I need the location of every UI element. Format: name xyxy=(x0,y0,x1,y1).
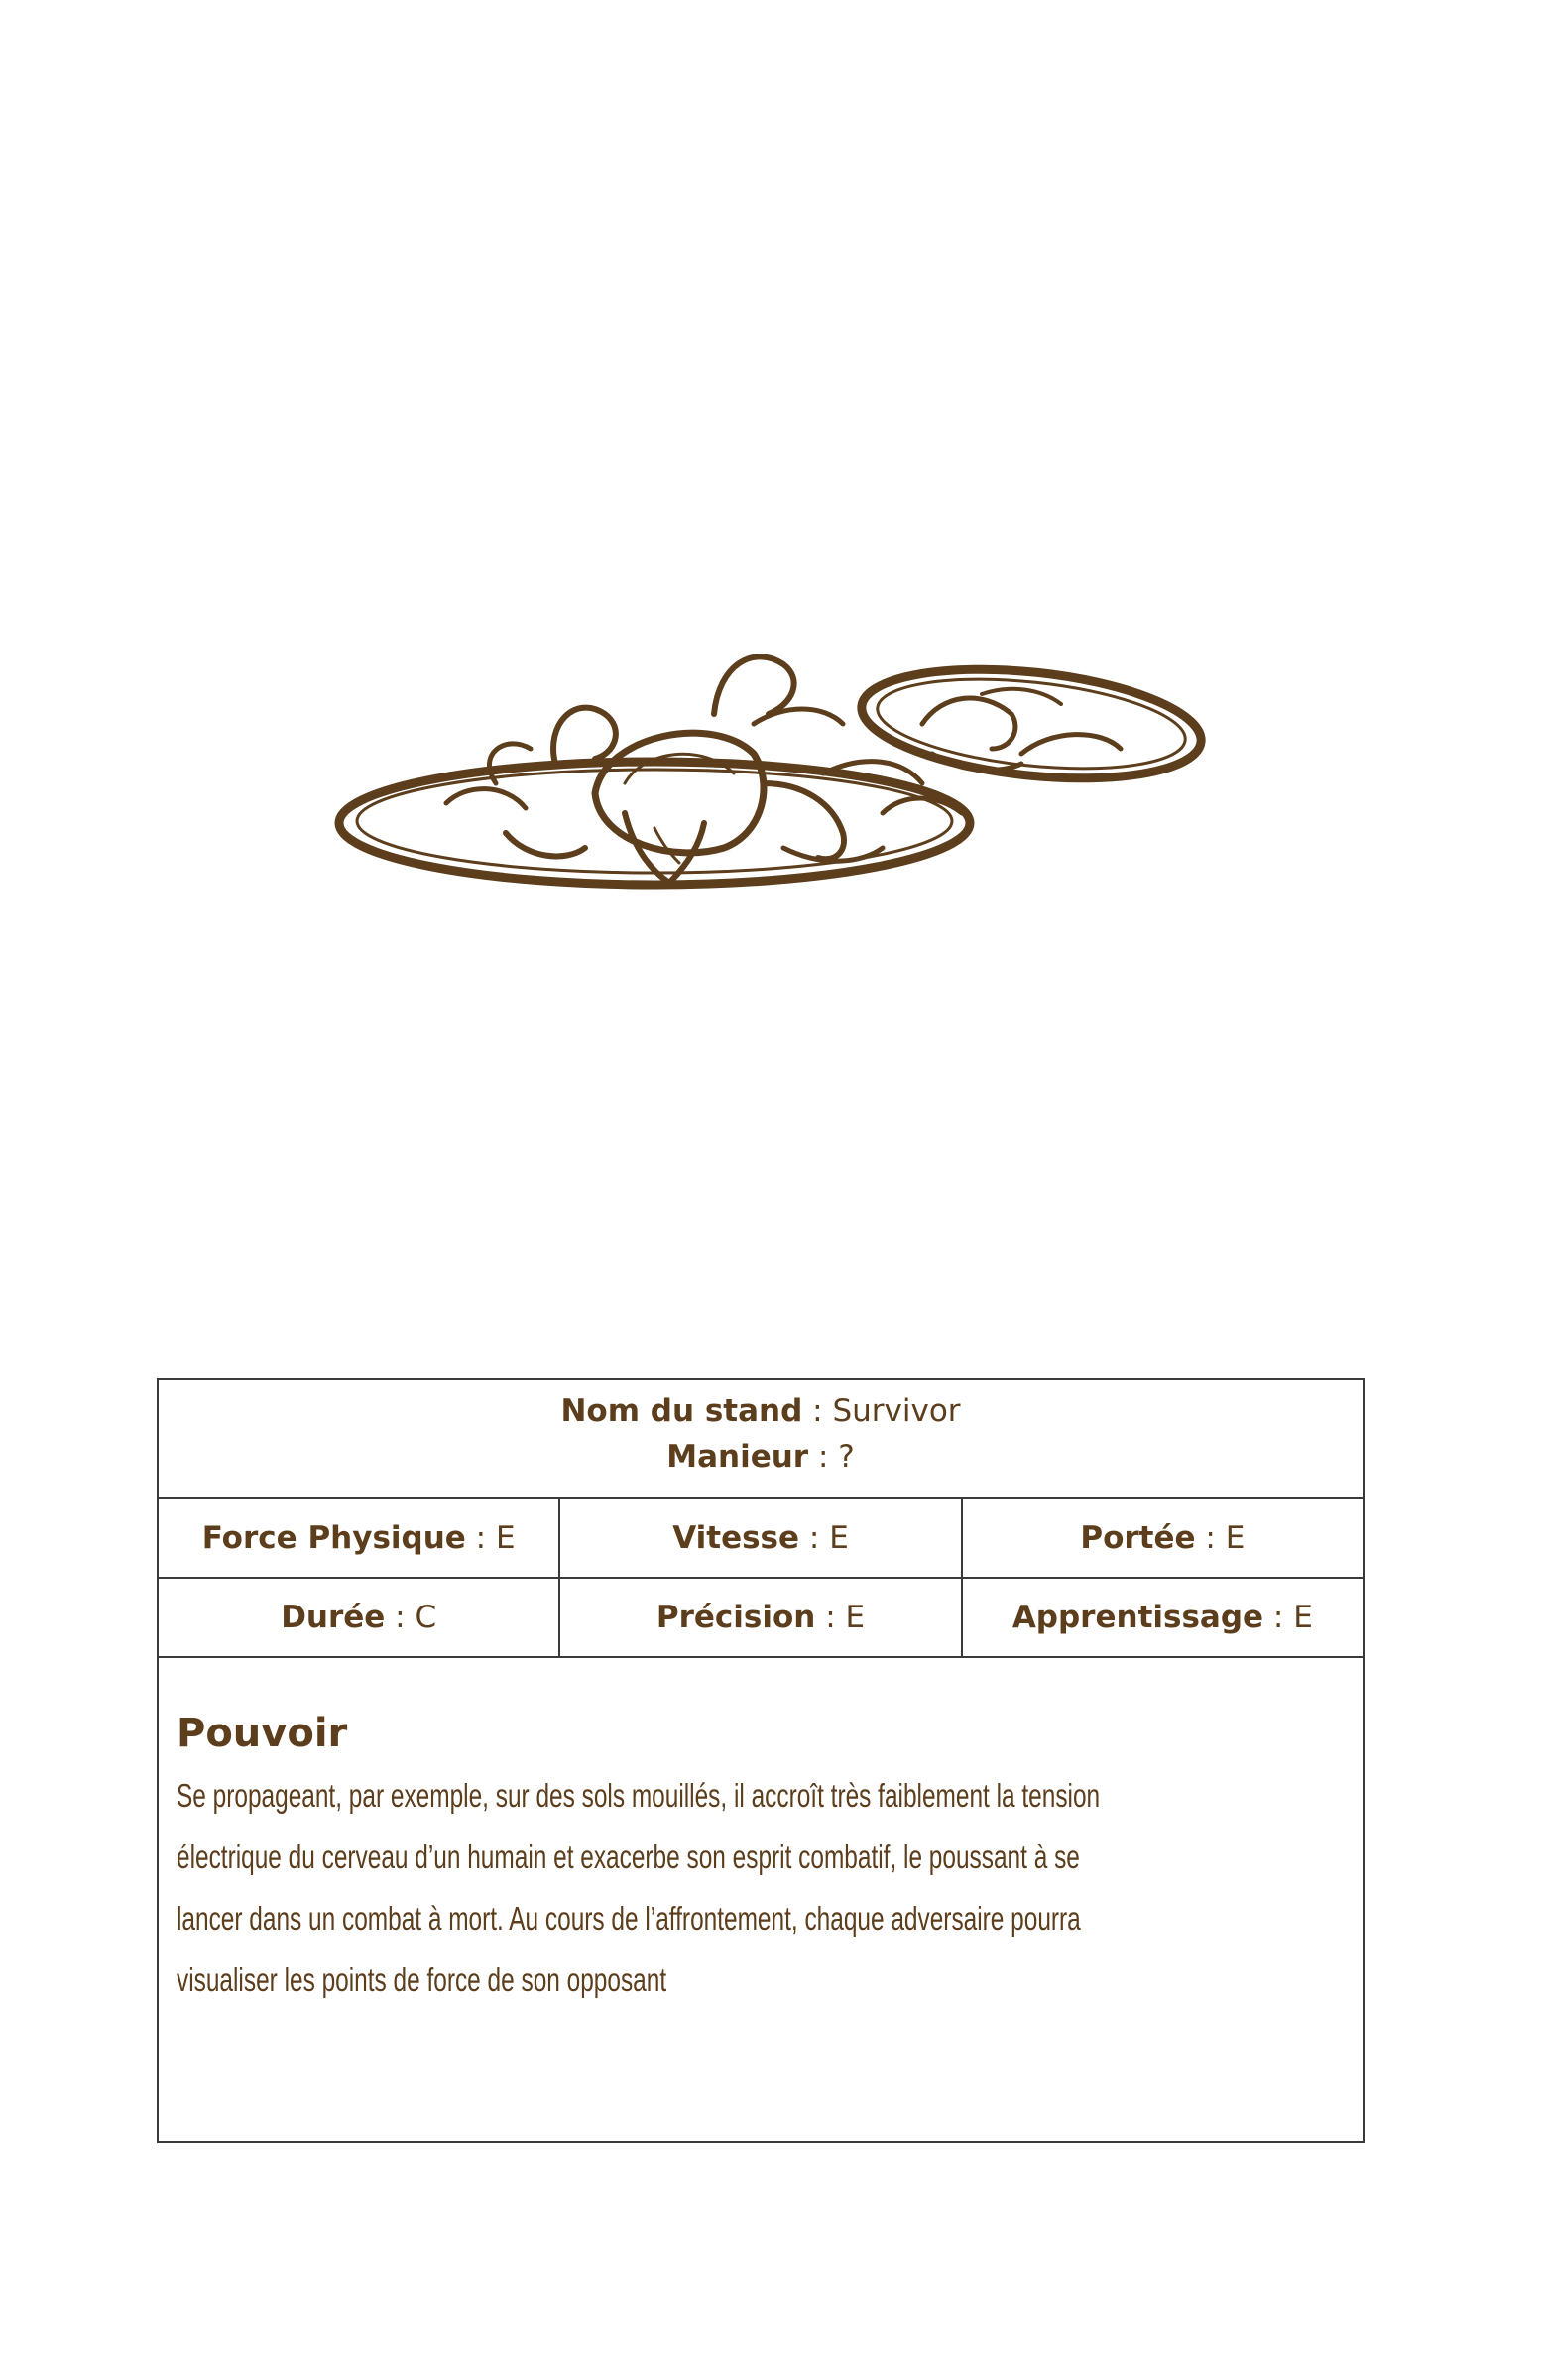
stat-cell-precision: Précision : E xyxy=(560,1579,962,1656)
stat-value: C xyxy=(415,1600,437,1635)
stand-name-label: Nom du stand xyxy=(560,1393,803,1429)
stand-user-label: Manieur xyxy=(666,1439,809,1475)
power-description xyxy=(177,1765,1321,2011)
power-section xyxy=(159,1658,1363,2011)
stand-header xyxy=(159,1380,1363,1499)
stat-label: Durée xyxy=(281,1600,386,1635)
stat-label: Force Physique xyxy=(201,1520,466,1556)
stand-user-value: ? xyxy=(838,1439,855,1475)
stat-row-2 xyxy=(159,1579,1363,1658)
stand-stat-card xyxy=(157,1378,1365,2143)
stand-illustration xyxy=(327,635,1240,932)
power-line: électrique du cerveau d’un humain et exacerbe son esprit combatif, le poussant à se xyxy=(177,1839,1080,1875)
power-title: Pouvoir xyxy=(177,1711,348,1756)
stat-value: E xyxy=(829,1520,849,1556)
stat-value: E xyxy=(1225,1520,1246,1556)
stat-row-1 xyxy=(159,1499,1363,1579)
stand-name-line: Nom du stand : Survivor xyxy=(560,1393,961,1429)
power-line: lancer dans un combat à mort. Au cours de l’affrontement, chaque adversaire pourra xyxy=(177,1900,1081,1937)
stat-label: Vitesse xyxy=(672,1520,800,1556)
stat-cell-force: Force Physique : E xyxy=(159,1499,560,1577)
stat-label: Portée xyxy=(1080,1520,1196,1556)
stat-value: E xyxy=(1293,1600,1313,1635)
stat-cell-vitesse: Vitesse : E xyxy=(560,1499,962,1577)
stat-value: E xyxy=(495,1520,516,1556)
stand-user-line: Manieur : ? xyxy=(666,1439,855,1475)
stand-name-value: Survivor xyxy=(832,1393,961,1429)
stat-cell-portee: Portée : E xyxy=(1080,1520,1246,1556)
stat-value: E xyxy=(845,1600,866,1635)
power-line: Se propageant, par exemple, sur des sols mouillés, il accroît très faiblement la tension xyxy=(177,1777,1101,1814)
stat-label: Précision xyxy=(655,1600,816,1635)
stat-cell-duree: Durée : C xyxy=(159,1579,560,1656)
power-line: visualiser les points de force de son opposant xyxy=(177,1962,667,1998)
stat-cell-apprentissage: Apprentissage : E xyxy=(1012,1600,1313,1635)
stat-label: Apprentissage xyxy=(1012,1600,1264,1635)
